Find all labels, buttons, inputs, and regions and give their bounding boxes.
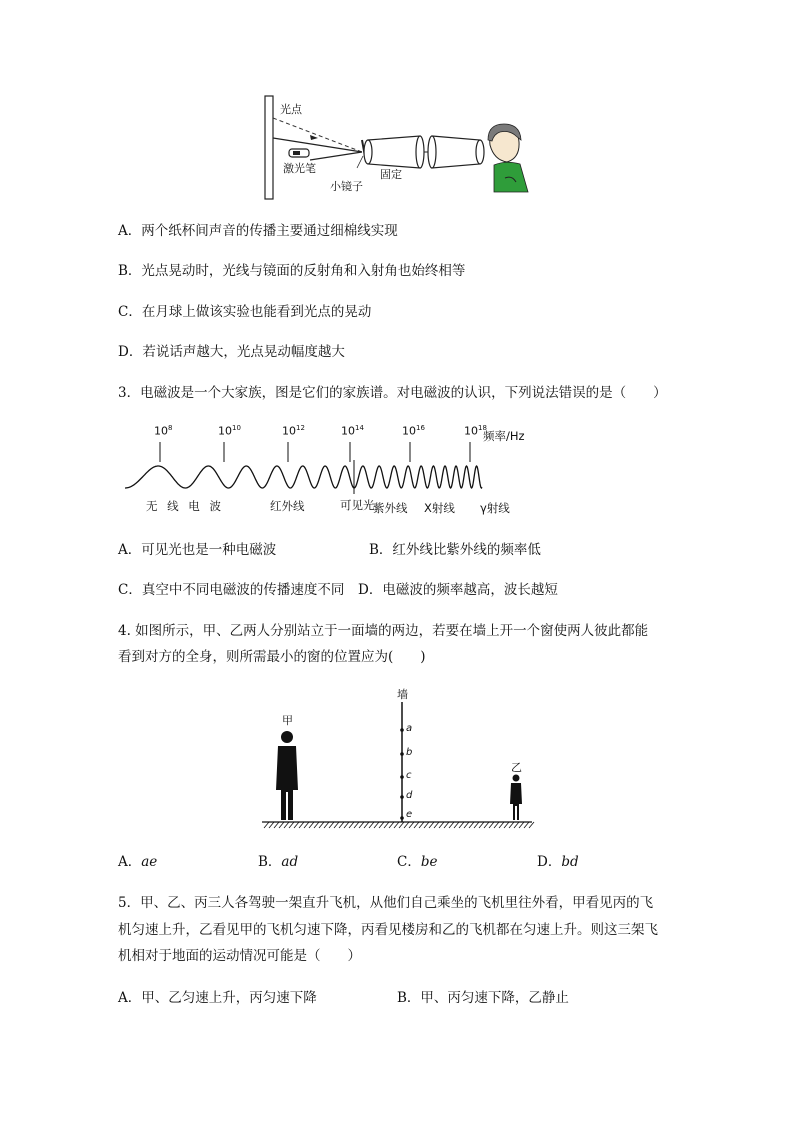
- q2-option-c: C．在月球上做该实验也能看到光点的晃动: [118, 304, 372, 320]
- band-gamma: γ射线: [480, 501, 510, 515]
- ground-hatch: [289, 822, 294, 828]
- q4-option-c: C．be: [397, 854, 438, 870]
- ground-hatch: [329, 822, 334, 828]
- q4-option-b: B．ad: [258, 854, 299, 870]
- freq-label-1e10: $10^{10}$: [218, 424, 241, 438]
- wall-point-e: e: [406, 809, 413, 820]
- person-yi-label: 乙: [511, 761, 522, 774]
- ground-hatch: [419, 822, 424, 828]
- freq-label-1e16: $10^{16}$: [402, 424, 425, 438]
- ground-hatch: [424, 822, 429, 828]
- q2-option-d: D．若说话声越大，光点晃动幅度越大: [118, 344, 345, 360]
- ground-hatch: [374, 822, 379, 828]
- ground-hatch: [314, 822, 319, 828]
- q4-stem-line1: 4. 如图所示，甲、乙两人分别站立于一面墙的两边，若要在墙上开一个窗使两人彼此都能: [118, 623, 649, 639]
- ground-hatch: [344, 822, 349, 828]
- ground-hatch: [279, 822, 284, 828]
- ground-hatch: [474, 822, 479, 828]
- ground-hatch: [369, 822, 374, 828]
- ground-hatch: [469, 822, 474, 828]
- ground-hatch: [339, 822, 344, 828]
- q5-option-a: A．甲、乙匀速上升，丙匀速下降: [118, 990, 317, 1006]
- ground-hatch: [359, 822, 364, 828]
- ground-hatch: [444, 822, 449, 828]
- q4-option-a: A．ae: [118, 854, 158, 870]
- band-xray: X射线: [424, 501, 455, 515]
- band-infrared: 红外线: [270, 499, 305, 513]
- ground-hatch: [499, 822, 504, 828]
- q3-option-d: D．电磁波的频率越高，波长越短: [358, 582, 558, 598]
- band-visible: 可见光: [340, 498, 375, 512]
- ground-hatch: [399, 822, 404, 828]
- ground-hatch: [404, 822, 409, 828]
- ground-hatch: [294, 822, 299, 828]
- ground-hatch: [434, 822, 439, 828]
- person-jia-icon: [276, 731, 298, 820]
- ground-hatch: [509, 822, 514, 828]
- ground-hatch: [264, 822, 269, 828]
- ground-hatch: [269, 822, 274, 828]
- ground-hatch: [349, 822, 354, 828]
- ground-hatch: [334, 822, 339, 828]
- ground-hatch: [284, 822, 289, 828]
- ground-hatch: [409, 822, 414, 828]
- fixed-label: 固定: [380, 168, 402, 181]
- ground-hatch: [529, 822, 534, 828]
- q3-option-a: A．可见光也是一种电磁波: [118, 542, 277, 558]
- wall-point-c: c: [406, 770, 412, 781]
- ground-hatch: [484, 822, 489, 828]
- band-radio: 无 线 电 波: [146, 499, 221, 513]
- ground-hatch: [519, 822, 524, 828]
- ground-hatch: [489, 822, 494, 828]
- q5-option-b: B．甲、丙匀速下降，乙静止: [397, 990, 569, 1006]
- wall-point-a: a: [406, 723, 413, 734]
- q4-option-d: D．bd: [537, 854, 579, 870]
- q2-option-b: B．光点晃动时，光线与镜面的反射角和入射角也始终相等: [118, 263, 466, 279]
- light-spot-label: 光点: [280, 103, 302, 116]
- freq-label-1e18: $10^{18}$: [464, 424, 487, 438]
- ground-hatch: [304, 822, 309, 828]
- freq-label-1e14: $10^{14}$: [341, 424, 364, 438]
- ground-hatch: [354, 822, 359, 828]
- ground-hatch: [429, 822, 434, 828]
- q5-stem-line3: 机相对于地面的运动情况可能是（ ）: [118, 948, 361, 964]
- ground-hatch: [389, 822, 394, 828]
- laser-pen-label: 激光笔: [283, 162, 316, 175]
- ground-hatch: [414, 822, 419, 828]
- ground-hatch: [324, 822, 329, 828]
- ground-hatch: [479, 822, 484, 828]
- person-yi-icon: [510, 775, 522, 821]
- ground-hatch: [459, 822, 464, 828]
- ground-hatch: [439, 822, 444, 828]
- ground-hatch: [504, 822, 509, 828]
- freq-label-1e8: $10^8$: [154, 424, 173, 438]
- ground-hatch: [494, 822, 499, 828]
- ground-hatch: [384, 822, 389, 828]
- ground-hatch: [514, 822, 519, 828]
- person-jia-label: 甲: [282, 714, 293, 727]
- ground-hatch: [454, 822, 459, 828]
- q4-stem-line2: 看到对方的全身，则所需最小的窗的位置应为( ): [118, 649, 426, 665]
- small-mirror-label: 小镜子: [330, 180, 363, 193]
- q3-stem: 3．电磁波是一个大家族，图是它们的家族谱。对电磁波的认识，下列说法错误的是（ ）: [118, 385, 667, 401]
- ground-hatch: [464, 822, 469, 828]
- ground-hatch: [524, 822, 529, 828]
- ground-hatch: [309, 822, 314, 828]
- q2-option-a: A．两个纸杯间声音的传播主要通过细棉线实现: [118, 223, 398, 239]
- wall-label: 墙: [397, 688, 408, 701]
- q5-stem-line1: 5．甲、乙、丙三人各驾驶一架直升飞机，从他们自己乘坐的飞机里往外看，甲看见丙的飞: [118, 895, 654, 911]
- ground-hatch: [394, 822, 399, 828]
- wall-point-d: d: [406, 790, 413, 801]
- ground-hatch: [364, 822, 369, 828]
- wall-point-b: b: [406, 747, 413, 758]
- ground-hatch: [299, 822, 304, 828]
- q5-stem-line2: 机匀速上升，乙看见甲的飞机匀速下降，丙看见楼房和乙的飞机都在匀速上升。则这三架飞: [118, 922, 658, 938]
- ground-hatch: [319, 822, 324, 828]
- freq-label-1e12: $10^{12}$: [282, 424, 305, 438]
- ground-hatch: [274, 822, 279, 828]
- band-ultraviolet: 紫外线: [373, 501, 408, 515]
- ground-hatch: [449, 822, 454, 828]
- q3-option-c: C．真空中不同电磁波的传播速度不同: [118, 582, 345, 598]
- q3-option-b: B．红外线比紫外线的频率低: [369, 542, 541, 558]
- freq-unit-label: 频率/Hz: [483, 429, 525, 443]
- ground-hatch: [379, 822, 384, 828]
